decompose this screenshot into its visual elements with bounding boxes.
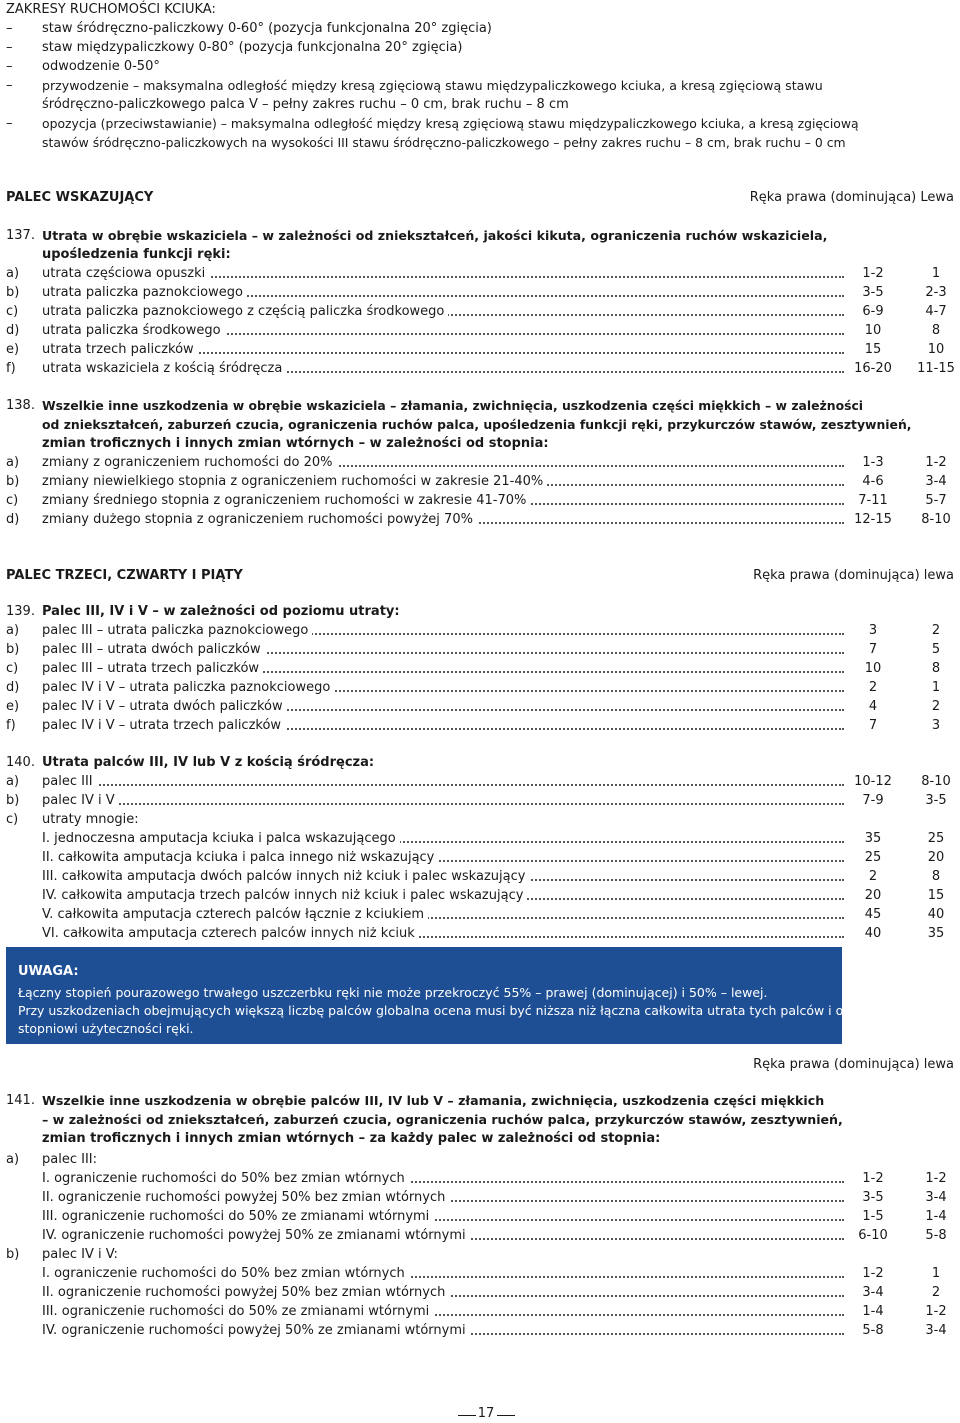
row-text: utrata wskaziciela z kością śródręcza — [42, 359, 286, 378]
value-left-hand: 25 — [927, 831, 945, 846]
value-left-hand: 1 — [931, 680, 941, 695]
item-title-cont: upośledzenia funkcji ręki: — [42, 247, 231, 262]
value-right-hand: 10 — [864, 323, 882, 338]
notice-line: stopniowi użyteczności ręki. — [18, 1021, 194, 1036]
row-label: a) — [6, 623, 20, 638]
hand-column-header: Ręka prawa (dominująca) Lewa — [749, 190, 954, 205]
intro-item-cont: stawów śródręczno-paliczkowych na wysokości III stawu śródręczno-paliczkowego – pełny zakres ruchu – 8 cm, brak ruchu – 0 cm — [42, 135, 846, 150]
row-label: b) — [6, 474, 20, 489]
value-left-hand: 20 — [927, 850, 945, 865]
row-text: utrata paliczka paznokciowego — [42, 283, 247, 302]
table-row — [0, 716, 960, 735]
row-label: e) — [6, 699, 20, 714]
dotted-leader — [52, 803, 844, 805]
table-row — [0, 283, 960, 302]
value-right-hand: 45 — [864, 907, 882, 922]
table-row — [0, 829, 960, 848]
value-right-hand: 1-3 — [862, 455, 884, 470]
value-left-hand: 2 — [931, 623, 941, 638]
notice-box — [6, 947, 911, 1044]
item-number: 138. — [6, 398, 35, 413]
value-right-hand: 35 — [864, 831, 882, 846]
value-left-hand: 3-4 — [925, 1323, 947, 1338]
table-row — [0, 472, 960, 491]
sub-heading: b) palec IV i V: — [6, 1247, 118, 1262]
table-row — [0, 1169, 960, 1188]
value-right-hand: 20 — [864, 888, 882, 903]
row-text: II. całkowita amputacja kciuka i palca innego niż wskazujący — [42, 848, 438, 867]
row-text: palec IV i V – utrata paliczka paznokciowego — [42, 678, 334, 697]
table-row — [0, 621, 960, 640]
row-text: utrata paliczka paznokciowego z częścią paliczka środkowego — [42, 302, 448, 321]
value-left-hand: 8 — [931, 869, 941, 884]
row-text: VI. całkowita amputacja czterech palców innych niż kciuk — [42, 924, 419, 943]
value-left-hand: 3 — [931, 718, 941, 733]
value-left-hand: 40 — [927, 907, 945, 922]
row-label: b) — [6, 285, 20, 300]
row-label: a) — [6, 774, 20, 789]
value-left-hand: 10 — [927, 342, 945, 357]
notice-title: UWAGA: — [18, 964, 79, 979]
value-left-hand: 5-8 — [925, 1228, 947, 1243]
value-left-hand: 1-2 — [925, 1171, 947, 1186]
value-right-hand: 3-4 — [862, 1285, 884, 1300]
table-row — [0, 905, 960, 924]
table-row — [0, 1226, 960, 1245]
value-left-hand: 5 — [931, 642, 941, 657]
value-right-hand: 40 — [864, 926, 882, 941]
table-row — [0, 1321, 960, 1340]
value-left-hand: 1-2 — [925, 1304, 947, 1319]
table-row — [0, 1283, 960, 1302]
value-left-hand: 1 — [931, 1266, 941, 1281]
value-left-hand: 3-4 — [925, 474, 947, 489]
row-label: a) — [6, 266, 20, 281]
value-right-hand: 7-9 — [862, 793, 884, 808]
value-right-hand: 10 — [864, 661, 882, 676]
row-label: d) — [6, 680, 20, 695]
value-right-hand: 6-9 — [862, 304, 884, 319]
row-text: III. ograniczenie ruchomości do 50% ze zmianami wtórnymi — [42, 1302, 433, 1321]
value-right-hand: 4 — [868, 699, 878, 714]
row-text: IV. ograniczenie ruchomości powyżej 50% ze zmianami wtórnymi — [42, 1321, 470, 1340]
value-right-hand: 1-2 — [862, 266, 884, 281]
row-text: V. całkowita amputacja czterech palców łącznie z kciukiem — [42, 905, 428, 924]
row-text: I. ograniczenie ruchomości do 50% bez zmian wtórnych — [42, 1264, 409, 1283]
intro-item: – staw międzypaliczkowy 0-80° (pozycja funkcjonalna 20° zgięcia) — [6, 40, 463, 55]
table-row — [0, 867, 960, 886]
table-row — [0, 848, 960, 867]
value-left-hand: 5-7 — [925, 493, 947, 508]
value-right-hand: 1-2 — [862, 1171, 884, 1186]
value-left-hand: 11-15 — [917, 361, 955, 376]
row-text: palec III – utrata trzech paliczków — [42, 659, 263, 678]
value-right-hand: 10-12 — [854, 774, 892, 789]
row-label: f) — [6, 718, 16, 733]
row-text: palec IV i V – utrata trzech paliczków — [42, 716, 285, 735]
page-number: 17 — [477, 1406, 495, 1421]
value-right-hand: 1-2 — [862, 1266, 884, 1281]
item-number: 137. — [6, 228, 35, 243]
value-right-hand: 16-20 — [854, 361, 892, 376]
value-left-hand: 1-4 — [925, 1209, 947, 1224]
intro-item-cont: śródręczno-paliczkowego palca V – pełny zakres ruchu – 0 cm, brak ruchu – 8 cm — [42, 97, 569, 112]
item-number: 141. — [6, 1093, 35, 1108]
row-label: d) — [6, 323, 20, 338]
dotted-leader — [52, 784, 844, 786]
row-text: zmiany średniego stopnia z ograniczeniem ruchomości w zakresie 41-70% — [42, 491, 530, 510]
value-left-hand: 35 — [927, 926, 945, 941]
value-left-hand: 4-7 — [925, 304, 947, 319]
intro-item: – przywodzenie – maksymalna odległość między kresą zgięciową stawu międzypaliczkowego kciuka, a kresą zgięciową stawu — [6, 78, 823, 93]
notice-line: Łączny stopień pourazowego trwałego uszczerbku ręki nie może przekroczyć 55% – prawej (dominującej) i 50% – lewej. — [18, 985, 768, 1000]
table-row — [0, 924, 960, 943]
item-title-cont: zmian troficznych i innych zmian wtórnych – w zależności od stopnia: — [42, 436, 549, 451]
value-left-hand: 2 — [931, 1285, 941, 1300]
table-row — [0, 453, 960, 472]
table-row — [0, 791, 960, 810]
sub-heading: a) palec III: — [6, 1152, 97, 1167]
value-left-hand: 1 — [931, 266, 941, 281]
intro-item: – staw śródręczno-paliczkowy 0-60° (pozycja funkcjonalna 20° zgięcia) — [6, 21, 492, 36]
item-title: 138. Wszelkie inne uszkodzenia w obrębie wskaziciela – złamania, zwichnięcia, uszkodzenia części miękkich – w zależności — [6, 398, 864, 413]
row-text: palec III – utrata dwóch paliczków — [42, 640, 265, 659]
item-number: 139. — [6, 604, 35, 619]
row-text: IV. całkowita amputacja trzech palców innych niż kciuk i palec wskazujący — [42, 886, 527, 905]
row-text: utrata trzech paliczków — [42, 340, 198, 359]
row-label: c) — [6, 661, 19, 676]
value-right-hand: 1-5 — [862, 1209, 884, 1224]
table-row — [0, 1302, 960, 1321]
notice-line: Przy uszkodzeniach obejmujących większą liczbę palców globalna ocena musi być niższa niż łączna całkowita utrata tych palców i odpowiadać — [18, 1003, 911, 1018]
row-label: e) — [6, 342, 20, 357]
value-right-hand: 1-4 — [862, 1304, 884, 1319]
table-row — [0, 1207, 960, 1226]
value-right-hand: 15 — [864, 342, 882, 357]
value-left-hand: 1-2 — [925, 455, 947, 470]
item-title-cont: od zniekształceń, zaburzeń czucia, ograniczenia ruchów palca, upośledzenia funkcji ręki, przykurczów stawów, zesztywnień, — [42, 417, 912, 432]
item-title: 141. Wszelkie inne uszkodzenia w obrębie palców III, IV lub V – złamania, zwichnięcia, uszkodzenia części miękkich — [6, 1093, 825, 1108]
row-text: zmiany niewielkiego stopnia z ograniczeniem ruchomości w zakresie 21-40% — [42, 472, 547, 491]
footer-rule — [458, 1415, 476, 1416]
table-row — [0, 659, 960, 678]
value-right-hand: 3-5 — [862, 285, 884, 300]
table-row — [0, 264, 960, 283]
value-left-hand: 3-4 — [925, 1190, 947, 1205]
table-row — [0, 321, 960, 340]
hand-column-header-row — [0, 1055, 960, 1074]
value-right-hand: 4-6 — [862, 474, 884, 489]
intro-item: – odwodzenie 0-50° — [6, 59, 160, 74]
item-title: 140. Utrata palców III, IV lub V z kością śródręcza: — [6, 755, 375, 770]
footer-rule — [497, 1415, 515, 1416]
row-text: IV. ograniczenie ruchomości powyżej 50% ze zmianami wtórnymi — [42, 1226, 470, 1245]
item-title: 139. Palec III, IV i V – w zależności od poziomu utraty: — [6, 604, 400, 619]
row-label: f) — [6, 361, 16, 376]
value-right-hand: 2 — [868, 680, 878, 695]
table-row — [0, 1188, 960, 1207]
value-right-hand: 25 — [864, 850, 882, 865]
table-row — [0, 340, 960, 359]
intro-item: – opozycja (przeciwstawianie) – maksymalna odległość między kresą zgięciową stawu międzypaliczkowego kciuka, a kresą zgięciową — [6, 116, 859, 131]
table-row — [0, 359, 960, 378]
table-row — [0, 772, 960, 791]
value-left-hand: 8-10 — [921, 512, 951, 527]
table-row — [0, 302, 960, 321]
row-text: palec IV i V – utrata dwóch paliczków — [42, 697, 287, 716]
row-text: palec IV i V — [42, 791, 119, 810]
value-left-hand: 3-5 — [925, 793, 947, 808]
row-text: utrata paliczka środkowego — [42, 321, 225, 340]
row-label: b) — [6, 793, 20, 808]
hand-column-header: Ręka prawa (dominująca) lewa — [753, 1057, 954, 1072]
row-text: utrata częściowa opuszki — [42, 264, 209, 283]
row-label: b) — [6, 642, 20, 657]
row-text: zmiany z ograniczeniem ruchomości do 20% — [42, 453, 337, 472]
row-text: III. całkowita amputacja dwóch palców innych niż kciuk i palec wskazujący — [42, 867, 529, 886]
table-row — [0, 510, 960, 529]
row-text: zmiany dużego stopnia z ograniczeniem ruchomości powyżej 70% — [42, 510, 477, 529]
row-text: palec III — [42, 772, 97, 791]
value-right-hand: 3-5 — [862, 1190, 884, 1205]
row-text: II. ograniczenie ruchomości powyżej 50% bez zmian wtórnych — [42, 1188, 449, 1207]
row-text: II. ograniczenie ruchomości powyżej 50% bez zmian wtórnych — [42, 1283, 449, 1302]
item-title: 137. Utrata w obrębie wskaziciela – w zależności od zniekształceń, jakości kikuta, ograniczenia ruchów wskaziciela, — [6, 228, 828, 243]
value-left-hand: 8 — [931, 661, 941, 676]
value-right-hand: 7 — [868, 718, 878, 733]
row-text: III. ograniczenie ruchomości do 50% ze zmianami wtórnymi — [42, 1207, 433, 1226]
item-title-cont: zmian troficznych i innych zmian wtórnych – za każdy palec w zależności od stopnia: — [42, 1131, 661, 1146]
row-label: a) — [6, 455, 20, 470]
value-left-hand: 15 — [927, 888, 945, 903]
table-row — [0, 886, 960, 905]
row-text: I. jednoczesna amputacja kciuka i palca wskazującego — [42, 829, 400, 848]
intro-heading: ZAKRESY RUCHOMOŚCI KCIUKA: — [6, 2, 216, 17]
sub-heading: c) utraty mnogie: — [6, 812, 139, 827]
value-left-hand: 2 — [931, 699, 941, 714]
row-text: I. ograniczenie ruchomości do 50% bez zmian wtórnych — [42, 1169, 409, 1188]
row-label: d) — [6, 512, 20, 527]
value-left-hand: 8 — [931, 323, 941, 338]
row-text: palec III – utrata paliczka paznokciowego — [42, 621, 312, 640]
value-right-hand: 3 — [868, 623, 878, 638]
section-title: PALEC TRZECI, CZWARTY I PIĄTY — [6, 568, 243, 583]
value-right-hand: 5-8 — [862, 1323, 884, 1338]
table-row — [0, 491, 960, 510]
table-row — [0, 678, 960, 697]
table-row — [0, 640, 960, 659]
value-right-hand: 6-10 — [858, 1228, 888, 1243]
hand-column-header: Ręka prawa (dominująca) lewa — [753, 568, 954, 583]
section-header — [0, 566, 960, 585]
item-title-cont: – w zależności od zniekształceń, zaburzeń czucia, ograniczenia ruchów palca, przykurczów stawów, zesztywnień, — [42, 1112, 843, 1127]
table-row — [0, 697, 960, 716]
value-right-hand: 12-15 — [854, 512, 892, 527]
value-left-hand: 2-3 — [925, 285, 947, 300]
value-right-hand: 7-11 — [858, 493, 888, 508]
row-label: c) — [6, 493, 19, 508]
table-row — [0, 1264, 960, 1283]
value-right-hand: 2 — [868, 869, 878, 884]
row-label: c) — [6, 304, 19, 319]
section-header — [0, 188, 960, 207]
section-title: PALEC WSKAZUJĄCY — [6, 190, 154, 205]
item-number: 140. — [6, 755, 35, 770]
value-right-hand: 7 — [868, 642, 878, 657]
value-left-hand: 8-10 — [921, 774, 951, 789]
